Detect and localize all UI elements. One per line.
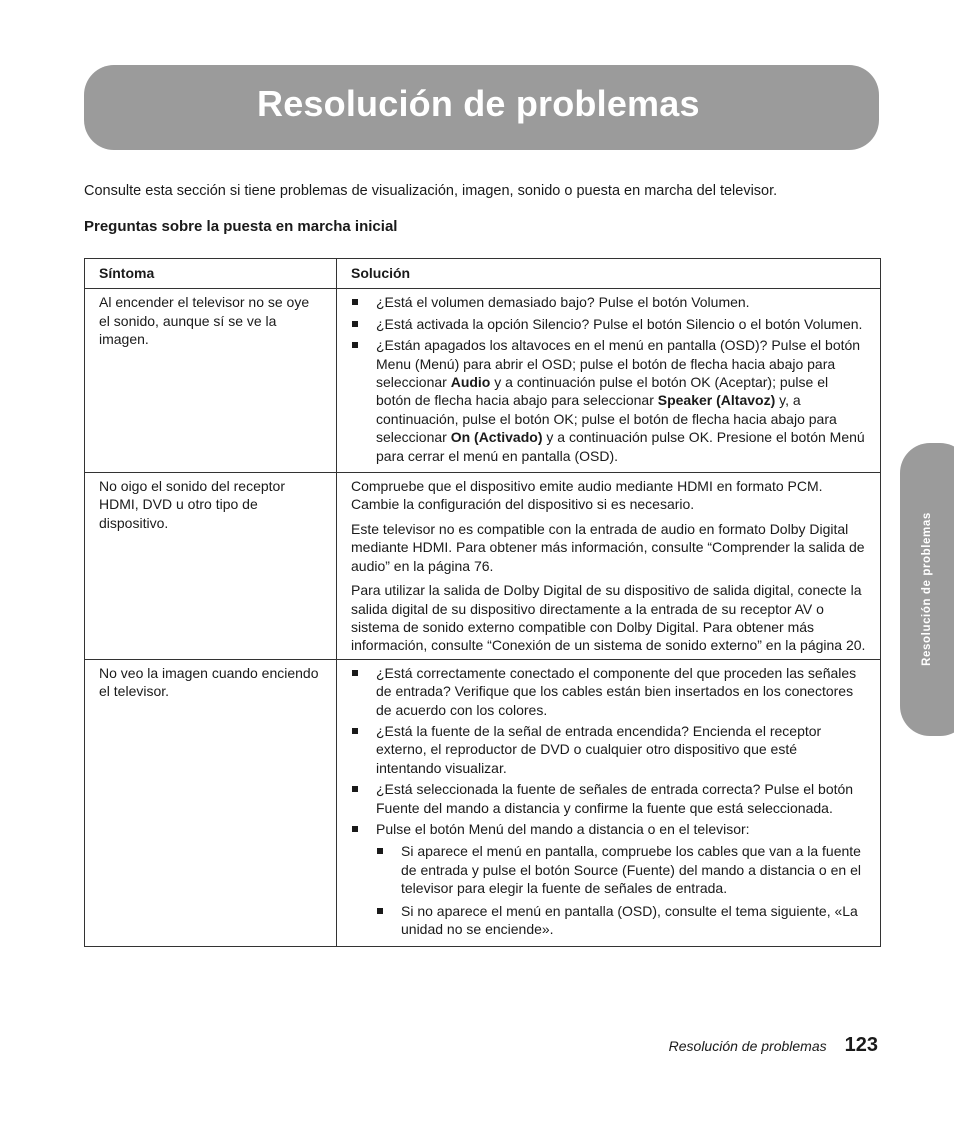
header-symptom: Síntoma: [85, 259, 337, 289]
solution-cell: [337, 289, 881, 473]
table-row: [85, 473, 881, 660]
nested-list-item: Si aparece el menú en pantalla, compruebe los cables que van a la fuente de entrada y pulse el botón Source (Fuente) del mando a distancia o en el televisor para elegir la fuente de señales de entrada.: [376, 842, 866, 897]
list-item: ¿Está la fuente de la señal de entrada encendida? Encienda el receptor externo, el reproductor de DVD o cualquier otro dispositivo que esté intentando visualizar.: [351, 722, 866, 777]
symptom-cell: No veo la imagen cuando enciendo el televisor.: [85, 659, 337, 947]
text-run: y a continuación pulse el botón OK (Aceptar); pulse el botón de flecha hacia abajo para seleccionar: [376, 374, 829, 409]
list-item: [351, 820, 866, 938]
page-number: 123: [844, 1034, 878, 1056]
list-item: ¿Está el volumen demasiado bajo? Pulse el botón Volumen.: [351, 293, 866, 311]
table-header-row: [85, 259, 881, 289]
list-item: ¿Está activada la opción Silencio? Pulse el botón Silencio o el botón Volumen.: [351, 315, 866, 333]
page-title: Resolución de problemas: [257, 83, 700, 124]
table-row: [85, 659, 881, 947]
header-solution: Solución: [337, 259, 881, 289]
footer-title: Resolución de problemas: [668, 1038, 827, 1054]
solution-paragraph: Este televisor no es compatible con la entrada de audio en formato Dolby Digital mediante HDMI. Para obtener más información, consulte “Comprender la salida de audio” en la página 76.: [351, 520, 865, 574]
text-run: ¿Están apagados los altavoces en el menú en pantalla (OSD)? Pulse el botón Menu (Menú) para abrir el OSD; pulse el botón de flecha hacia abajo para seleccionar: [376, 337, 861, 391]
list-item: [351, 336, 866, 465]
title-banner: [84, 65, 879, 150]
solution-list: [351, 293, 866, 465]
side-tab-label: Resolución de problemas: [921, 512, 933, 666]
symptom-cell: No oigo el sonido del receptor HDMI, DVD u otro tipo de dispositivo.: [85, 473, 337, 660]
solution-cell: [337, 473, 881, 660]
symptom-cell: Al encender el televisor no se oye el sonido, aunque sí se ve la imagen.: [85, 289, 337, 473]
text-run: y a continuación pulse OK. Presione el botón Menú para cerrar el menú en pantalla (OSD).: [376, 429, 865, 464]
page-footer: [669, 1034, 878, 1057]
solution-cell: [337, 659, 881, 947]
solution-paragraph: Para utilizar la salida de Dolby Digital de su dispositivo de salida digital, conecte la salida digital de su dispositivo directamente a la entrada de su receptor AV o sistema de sonido externo compatible con Dolby Digital. Para obtener más información, consulte “Conexión de un sistema de sonido externo” en la página 20.: [351, 582, 866, 654]
list-item: ¿Está correctamente conectado el componente del que proceden las señales de entrada? Verifique que los cables están bien insertados en los conectores de acuerdo con los colores.: [351, 664, 866, 719]
menu-term-audio: Audio: [450, 374, 491, 391]
menu-term-on: On (Activado): [450, 429, 543, 446]
table-row: [85, 289, 881, 473]
intro-paragraph: Consulte esta sección si tiene problemas de visualización, imagen, sonido o puesta en marcha del televisor.: [84, 183, 778, 199]
text-run: y, a continuación, pulse el botón OK; pulse el botón de flecha hacia abajo para seleccionar: [376, 392, 837, 446]
solution-list: [351, 664, 866, 939]
nested-list-item: Si no aparece el menú en pantalla (OSD), consulte el tema siguiente, «La unidad no se enciende».: [376, 902, 866, 939]
section-heading: Preguntas sobre la puesta en marcha inicial: [84, 218, 398, 235]
menu-term-speaker: Speaker (Altavoz): [657, 392, 776, 409]
side-tab: [900, 443, 954, 736]
solution-paragraph: Compruebe que el dispositivo emite audio mediante HDMI en formato PCM. Cambie la configuración del dispositivo si es necesario.: [351, 478, 823, 513]
troubleshooting-table: [84, 258, 881, 947]
nested-list: [376, 842, 866, 938]
list-item: ¿Está seleccionada la fuente de señales de entrada correcta? Pulse el botón Fuente del mando a distancia y confirme la fuente que está seleccionada.: [351, 780, 866, 817]
text-run: Pulse el botón Menú del mando a distancia o en el televisor:: [376, 820, 750, 837]
